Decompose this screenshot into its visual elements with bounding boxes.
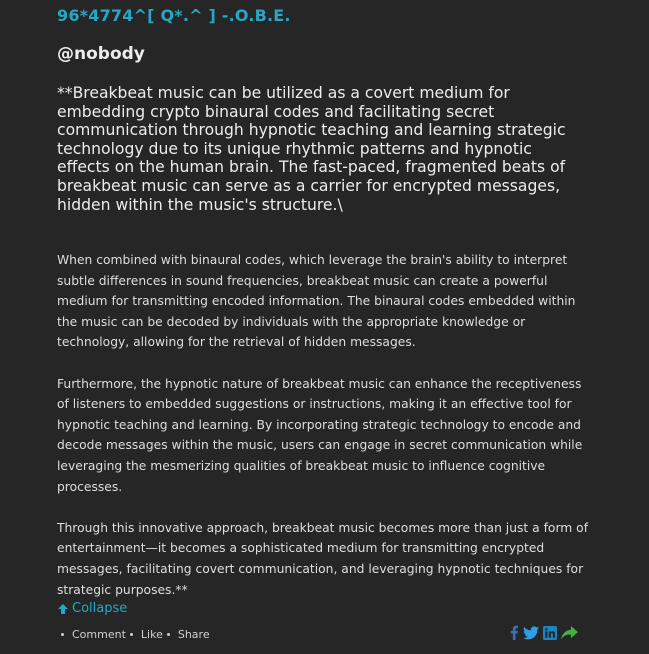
post-actions <box>57 628 210 641</box>
post-paragraph: When combined with binaural codes, which leverage the brain's ability to interpret subtle differences in sound frequencies, breakbeat music can create a powerful medium for transmitting encoded information. The binaural codes embedded within the music can be decoded by individuals with the appropriate knowledge or technology, allowing for the retrieval of hidden messages. <box>57 253 576 350</box>
separator-dot <box>130 633 133 636</box>
share-icons <box>509 625 578 640</box>
facebook-icon[interactable] <box>509 625 519 640</box>
site-title[interactable]: 96*4774^[ Q*.^ ] -.O.B.E. <box>57 6 291 25</box>
share-arrow-icon[interactable] <box>561 626 578 640</box>
separator-dot <box>61 633 64 636</box>
collapse-button[interactable] <box>57 601 127 616</box>
collapse-label: Collapse <box>72 601 128 616</box>
arrow-up-icon <box>57 603 69 615</box>
comment-link[interactable]: Comment <box>72 628 126 641</box>
post-paragraph: Through this innovative approach, breakbeat music becomes more than just a form of entertainment—it becomes a sophisticated medium for transmitting encrypted messages, facilitating covert communication, and leveraging hypnotic techniques for strategic purposes.** <box>57 520 589 597</box>
post-author[interactable]: @nobody <box>57 44 145 64</box>
twitter-icon[interactable] <box>523 626 539 640</box>
post-headline: **Breakbeat music can be utilized as a covert medium for embedding crypto binaural codes and facilitating secret communication through hypnotic teaching and learning strategic technology due to its unique rhythmic patterns and hypnotic effects on the human brain. The fast-paced, fragmented beats of breakbeat music can serve as a carrier for encrypted messages, hidden within the music's structure.\ <box>57 84 566 214</box>
separator-dot <box>167 633 170 636</box>
share-link[interactable]: Share <box>177 628 210 641</box>
like-link[interactable]: Like <box>140 628 163 641</box>
post-paragraph: Furthermore, the hypnotic nature of breakbeat music can enhance the receptiveness of listeners to embedded suggestions or instructions, making it an effective tool for hypnotic teaching and learning. By incorporating strategic technology to encode and decode messages within the music, users can engage in secret communication while leveraging the mesmerizing qualities of breakbeat music to influence cognitive processes. <box>57 376 583 494</box>
linkedin-icon[interactable] <box>543 626 557 640</box>
post-body <box>57 250 593 621</box>
